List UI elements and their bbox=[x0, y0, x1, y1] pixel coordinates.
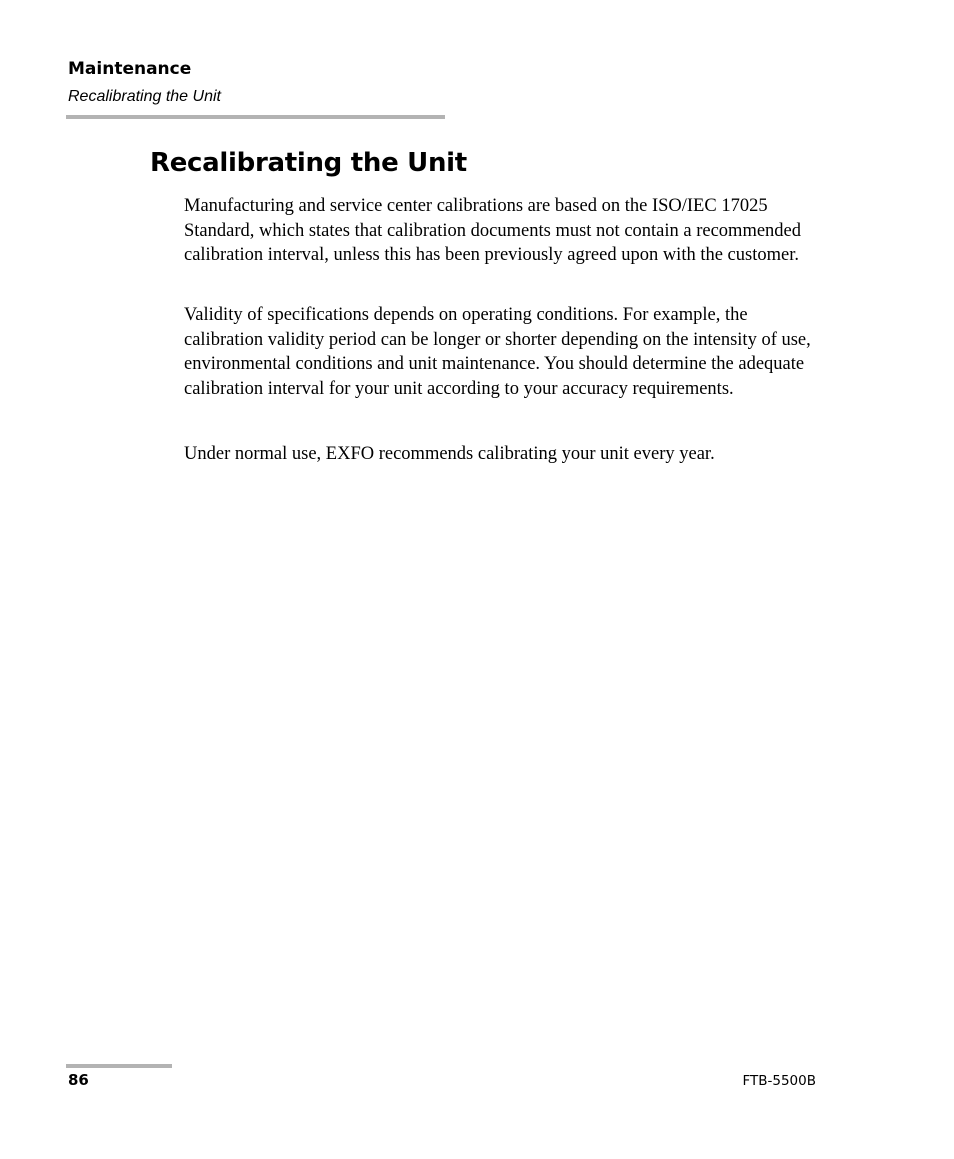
running-header-section: Maintenance bbox=[68, 59, 192, 79]
header-divider bbox=[66, 115, 445, 119]
running-header-subsection: Recalibrating the Unit bbox=[68, 88, 221, 105]
paragraph-recommendation: Under normal use, EXFO recommends calibrating your unit every year. bbox=[184, 444, 715, 464]
paragraph-validity: Validity of specifications depends on operating conditions. For example, the calibration validity period can be longer or shorter depending on the intensity of use, environmental conditions and unit maintenance. You should determine the adequate calibration interval for your unit according to your accuracy requirements. bbox=[184, 305, 811, 400]
paragraph-calibration-standard: Manufacturing and service center calibrations are based on the ISO/IEC 17025 Standard, which states that calibration documents must not contain a recommended calibration interval, unless this has been previously agreed upon with the customer. bbox=[184, 196, 802, 266]
page-number: 86 bbox=[68, 1071, 89, 1089]
footer-divider bbox=[66, 1064, 172, 1068]
page-title: Recalibrating the Unit bbox=[150, 148, 467, 178]
product-name: FTB-5500B bbox=[742, 1073, 816, 1089]
